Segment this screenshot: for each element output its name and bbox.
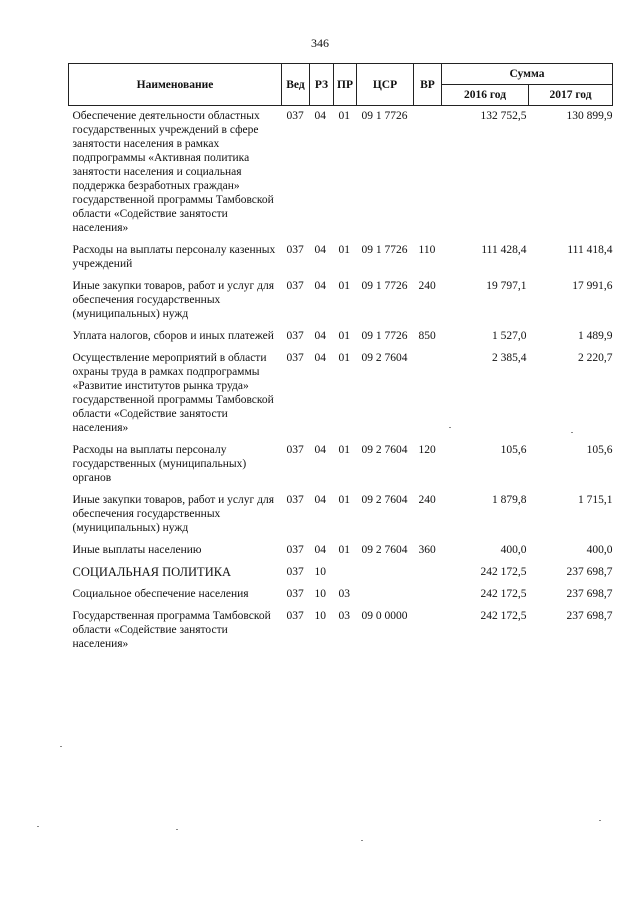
row-pr xyxy=(334,565,357,587)
row-sum-2016: 242 172,5 xyxy=(480,588,527,600)
row-sum-2017: 111 418,4 xyxy=(567,244,613,256)
table-row xyxy=(69,243,613,279)
table-row xyxy=(69,351,613,443)
row-vr: 110 xyxy=(418,244,436,256)
row-rz: 04 xyxy=(314,110,326,122)
row-ved: 037 xyxy=(286,280,304,292)
row-name: Иные закупки товаров, работ и услуг для обеспечения государственных (муниципальных) нужд xyxy=(72,494,274,534)
row-csr: 09 1 7726 xyxy=(361,244,408,256)
header-vr: ВР xyxy=(414,64,442,106)
row-vr: 240 xyxy=(418,494,436,506)
row-sum-2016: 242 172,5 xyxy=(480,610,527,622)
header-sum: Сумма xyxy=(442,64,613,85)
scan-speck xyxy=(60,746,62,747)
row-pr: 03 xyxy=(338,610,350,622)
table-row xyxy=(69,493,613,543)
row-vr xyxy=(414,565,442,587)
row-ved: 037 xyxy=(286,588,304,600)
row-name: Обеспечение деятельности областных государственных учреждений в сфере занятости населения в рамках подпрограммы «Активная политика занятости населения и социальная поддержка безработных граждан» государственной программы Тамбовской области «Содействие занятости населения» xyxy=(72,110,274,234)
row-rz: 04 xyxy=(314,244,326,256)
row-vr xyxy=(414,587,442,609)
row-sum-2016: 19 797,1 xyxy=(486,280,527,292)
row-sum-2017: 1 489,9 xyxy=(578,330,613,342)
row-sum-2016: 400,0 xyxy=(500,544,527,556)
scan-speck xyxy=(449,427,451,428)
table-row xyxy=(69,329,613,351)
row-csr: 09 1 7726 xyxy=(361,110,408,122)
header-rz: РЗ xyxy=(310,64,334,106)
table-row xyxy=(69,587,613,609)
row-csr: 09 2 7604 xyxy=(361,352,408,364)
row-sum-2016: 111 428,4 xyxy=(481,244,527,256)
row-rz: 10 xyxy=(314,588,326,600)
table-row xyxy=(69,609,613,659)
row-name: Иные выплаты населению xyxy=(72,544,202,556)
row-ved: 037 xyxy=(286,544,304,556)
scan-speck xyxy=(599,820,601,821)
page-number: 346 xyxy=(311,36,329,50)
row-sum-2017: 237 698,7 xyxy=(566,610,613,622)
row-name: Расходы на выплаты персоналу казенных учреждений xyxy=(72,244,276,270)
scan-speck xyxy=(37,826,39,827)
row-rz: 10 xyxy=(314,566,326,578)
row-pr: 01 xyxy=(338,494,350,506)
table-row xyxy=(69,279,613,329)
row-sum-2016: 132 752,5 xyxy=(480,110,527,122)
row-csr: 09 0 0000 xyxy=(361,610,408,622)
row-pr: 01 xyxy=(338,110,350,122)
row-vr: 360 xyxy=(418,544,436,556)
row-sum-2016: 105,6 xyxy=(500,444,527,456)
header-pr: ПР xyxy=(334,64,357,106)
row-pr: 01 xyxy=(338,330,350,342)
row-sum-2017: 1 715,1 xyxy=(578,494,613,506)
row-vr xyxy=(414,351,442,443)
budget-table xyxy=(68,63,613,659)
row-pr: 03 xyxy=(338,588,350,600)
row-ved: 037 xyxy=(286,444,304,456)
row-csr: 09 1 7726 xyxy=(361,330,408,342)
scan-speck xyxy=(361,840,363,841)
header-2017: 2017 год xyxy=(529,85,613,106)
row-sum-2017: 237 698,7 xyxy=(566,566,613,578)
row-vr: 850 xyxy=(418,330,436,342)
scan-speck xyxy=(176,829,178,830)
row-vr xyxy=(414,106,442,244)
row-ved: 037 xyxy=(286,244,304,256)
row-sum-2017: 237 698,7 xyxy=(566,588,613,600)
header-csr: ЦСР xyxy=(357,64,414,106)
row-sum-2017: 17 991,6 xyxy=(572,280,613,292)
row-sum-2016: 2 385,4 xyxy=(492,352,527,364)
row-csr xyxy=(357,587,414,609)
row-sum-2017: 130 899,9 xyxy=(566,110,613,122)
row-csr: 09 2 7604 xyxy=(361,444,408,456)
row-pr: 01 xyxy=(338,352,350,364)
row-rz: 04 xyxy=(314,352,326,364)
row-sum-2016: 1 879,8 xyxy=(492,494,527,506)
row-name: СОЦИАЛЬНАЯ ПОЛИТИКА xyxy=(72,565,232,579)
row-pr: 01 xyxy=(338,244,350,256)
row-pr: 01 xyxy=(338,544,350,556)
row-rz: 10 xyxy=(314,610,326,622)
table-row xyxy=(69,565,613,587)
row-name: Иные закупки товаров, работ и услуг для обеспечения государственных (муниципальных) нужд xyxy=(72,280,274,320)
header-name: Наименование xyxy=(69,64,282,106)
row-rz: 04 xyxy=(314,330,326,342)
row-rz: 04 xyxy=(314,494,326,506)
row-rz: 04 xyxy=(314,280,326,292)
row-sum-2016: 1 527,0 xyxy=(492,330,527,342)
row-name: Уплата налогов, сборов и иных платежей xyxy=(72,330,274,342)
row-vr xyxy=(414,609,442,659)
row-sum-2017: 105,6 xyxy=(586,444,613,456)
row-sum-2017: 2 220,7 xyxy=(578,352,613,364)
row-vr: 120 xyxy=(418,444,436,456)
row-csr xyxy=(357,565,414,587)
row-ved: 037 xyxy=(286,330,304,342)
table-row xyxy=(69,443,613,493)
row-rz: 04 xyxy=(314,444,326,456)
row-pr: 01 xyxy=(338,280,350,292)
row-csr: 09 1 7726 xyxy=(361,280,408,292)
row-name: Расходы на выплаты персоналу государственных (муниципальных) органов xyxy=(72,444,247,484)
scan-speck xyxy=(571,432,573,433)
row-vr: 240 xyxy=(418,280,436,292)
table-row xyxy=(69,106,613,244)
row-rz: 04 xyxy=(314,544,326,556)
row-sum-2016: 242 172,5 xyxy=(480,566,527,578)
header-2016: 2016 год xyxy=(442,85,529,106)
row-pr: 01 xyxy=(338,444,350,456)
row-ved: 037 xyxy=(286,610,304,622)
row-name: Государственная программа Тамбовской области «Содействие занятости населения» xyxy=(72,610,271,650)
row-ved: 037 xyxy=(286,494,304,506)
row-csr: 09 2 7604 xyxy=(361,544,408,556)
header-ved: Вед xyxy=(282,64,310,106)
row-ved: 037 xyxy=(286,566,304,578)
table-row xyxy=(69,543,613,565)
row-name: Осуществление мероприятий в области охраны труда в рамках подпрограммы «Развитие институтов рынка труда» государственной программы Тамбовской области «Содействие занятости населения» xyxy=(72,352,274,434)
row-csr: 09 2 7604 xyxy=(361,494,408,506)
row-ved: 037 xyxy=(286,352,304,364)
row-sum-2017: 400,0 xyxy=(586,544,613,556)
row-ved: 037 xyxy=(286,110,304,122)
table-header xyxy=(69,64,613,106)
table-body xyxy=(69,106,613,660)
row-name: Социальное обеспечение населения xyxy=(72,588,249,600)
